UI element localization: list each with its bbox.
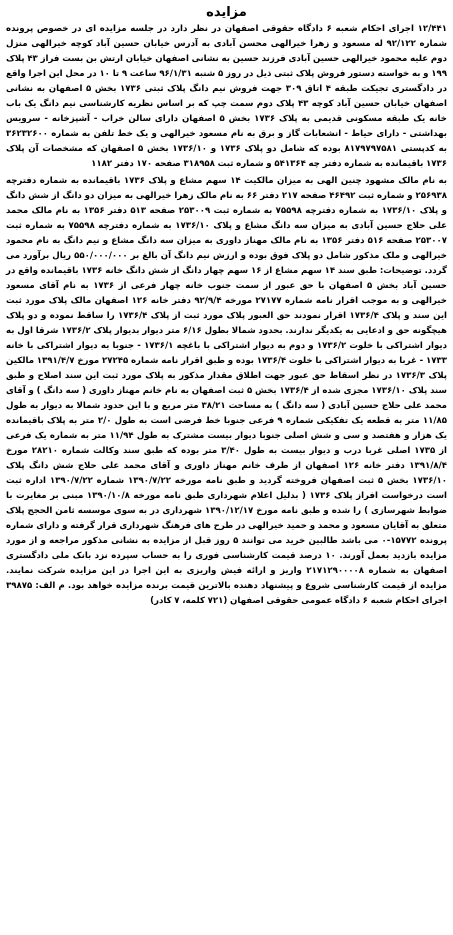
notice-title: مزایده [206,5,247,20]
notice-paragraph-1: ۱۲/۴۴۱ اجرای احکام شعبه ۶ دادگاه حقوقی اصفهان در نظر دارد در جلسه مزایده ای در خصوص پرونده شماره ۹۲/۱۲۲ له مسعود و زهرا خیرالهی محسن آبادی به آدرس خیابان حسین آباد کوچه خیرالهی منزل دوم علیه محمود خیرالهی حسین آبادی فرزند حسین به نشانی اصفهان خیابان ارتش بن بست فراز ۴۳ پلاک ۱۹۹ و به خواسته دستور فروش پلاک ثبتی ذیل در روز ۵ شنبه ۹۶/۱/۳۱ ساعت ۹ تا ۱۰ در محل این اجرا واقع در دادگستری تجیکت طبقه ۴ اتاق ۳۰۹ جهت فروش نیم دانگ پلاک ثبتی ۱۷۳۶ بخش ۵ اصفهان به نشانی اصفهان خیابان حسین آباد کوچه ۴۳ پلاک دوم سمت چپ که بر اساس نظریه کارشناسی نیم دانگ یک باب خانه یک طبقه مسکونی قدیمی به پلاک ۱۷۳۶ بخش ۵ اصفهان دارای سالن خراب - آشپزخانه - سرویس بهداشتی - دارای حیاط - انشعابات گاز و برق به نام مسعود خیرالهی و یک خط تلفن به شماره ۳۶۲۳۲۶۰۰ به کدپستی ۸۱۷۹۷۹۷۵۸۱ بوده که شامل دو پلاک ۱۷۳۶ و ۱۷۳۶/۱۰ بخش ۵ اصفهان که مشخصات آن پلاک ۱۷۳۶ باقیمانده به شماره دفتر چه ۵۴۱۳۶۴ و شماره ثبت ۳۱۸۹۵۸ صفحه ۱۷۰ دفتر ۱۱۸۲ [6,24,448,169]
notice-paragraph-2: به نام مالک مشهود چنین الهی به میزان مالکیت ۱۴ سهم مشاع و پلاک ۱۷۳۶ باقیمانده به شماره دفترچه ۲۵۶۹۳۸ و شماره ثبت ۴۶۴۹۲ صفحه ۲۱۷ دفتر ۶۶ به نام مالک زهرا خیرالهی به میزان دو دانگ از شش دانگ و پلاک ۱۷۳۶/۱۰ به شماره دفترچه ۷۵۵۹۸ به شماره ثبت ۲۵۳۰۰۹ صفحه ۵۱۳ دفتر ۱۳۵۶ به نام مالک محمد علی حلاج حسین آبادی به میزان سه دانگ مشاع و پلاک ۱۷۳۶/۱۰ به شماره دفترچه ۷۵۵۹۸ به شماره ثبت ۲۵۳۰۰۷ صفحه ۵۱۶ دفتر ۱۳۵۶ به نام مالک مهناز داوری به میزان سه دانگ مشاع و نیم دانگ به نام محمود خیرالهی و ملک مذکور شامل دو پلاک فوق بوده و ارزش نیم دانگ آن بالغ بر ۵۵۰/۰۰۰/۰۰۰ ریال برآورد می گردد. توضیحات: طبق سند ۱۴ سهم مشاع از ۱۶ سهم چهار دانگ از شش دانگ خانه ۱۷۳۶ باقیمانده واقع در حسین آباد بخش ۵ اصفهان با حق عبور از سمت جنوب خانه چهار فرعی از ۱۷۳۶ به نام آقای مسعود خیرالهی و به موجب اقرار نامه شماره ۲۷۱۷۷ مورخه ۹۲/۹/۴ دفتر خانه ۱۲۶ اصفهان مالک پلاک مورد ثبت این سند و پلاک ۱۷۳۶/۴ اقرار نمودند حق العبور پلاک مورد ثبت از پلاک ۱۷۳۶/۴ را ساقط نموده و دو پلاک هیچگونه حق و ادعایی به یکدیگر ندارند. بحدود شمالا بطول ۶/۱۶ متر دیوار بدیوار پلاک ۱۷۳۶/۲ شرقا اول به دیوار اشتراکی با خلوت ۱۷۳۶/۲ و دوم به دیوار اشتراکی با باغچه ۱۷۳۶/۱ - جنوبا به دیوار اشتراکی با خانه ۱۷۳۳ - غربا به دیوار اشتراکی با خلوت ۱۷۳۶/۴ بوده و طبق اقرار نامه شماره ۲۷۲۴۵ مورخ ۱۳۹۱/۴/۷ مالکین پلاک ۱۷۳۶/۳ در نظر اسقاط حق عبور جهت اطلاق مقدار مذکور به پلاک مورد ثبت این سند اصلاح و طبق سند پلاک ۱۷۳۶/۱۰ مجزی شده از ۱۷۳۶/۴ بخش ۵ ثبت اصفهان به نام خانم مهناز داوری ( سه دانگ ) و آقای محمد علی حلاج حسین آبادی ( سه دانگ ) به مساحت ۳۸/۲۱ متر مربع و با این حدود شمالا به دیوار به طول ۱۱/۸۵ متر به قطعه یک تفکیکی شماره ۹ فرعی جنوبا خط فرضی است به طول ۲/۰ متر به پلاک باقیمانده یک هزار و هفتصد و سی و شش اصلی جنوبا دیوار بیست مشترک به طول ۱۱/۹۴ متر به شماره یک فرعی از ۱۷۳۵ اصلی غربا درب و دیوار بیست به طول ۳/۴۰ متر بوده که طبق سند وکالت شماره ۲۸۲۱۰ مورخ ۱۳۹۱/۸/۴ دفتر خانه ۱۲۶ اصفهان از طرف خانم مهناز داوری و آقای محمد علی حلاج شش دانگ پلاک ۱۷۳۶/۱۰ بخش ۵ ثبت اصفهان فروخته گردید و طبق نامه مورخه ۱۳۹۰/۷/۲۲ شماره ۱۳۹۰/۷/۲۲ اداره ثبت است درخواست افراز پلاک ۱۷۳۶ ( بدلیل اعلام شهرداری طبق نامه مورخه ۱۳۹۰/۱۰/۸ مبنی بر مغایرت با ضوابط شهرسازی ) را شده و طبق نامه مورخ ۱۳۹۰/۱۲/۱۷ شهرداری در به سوی موسسه ثامن الحجج پلاک متعلق به آقایان مسعود و محمد و حمید خیرالهی در طرح های فرهنگ شهرداری قرار گرفته و دارای شماره پرونده ۱۵۷۷۲-۰ می باشد طالبین خرید می توانند ۵ روز قبل از مزایده به نشانی مذکور مراجعه و از مورد مزایده بازدید بعمل آورند. ۱۰ درصد قیمت کارشناسی فوری را به حساب سپرده نزد بانک ملی دادگستری اصفهان به شماره ۲۱۷۱۲۹۰۰۰۰۸ واریز و ارائه فیش واریزی به این اجرا در این مزایده شرکت نمایند. مزایده از قیمت کارشناسی شروع و پیشنهاد دهنده بالاترین قیمت برنده مزایده خواهد بود. م الف: ۳۹۸۷۵ اجرای احکام شعبه ۶ دادگاه عمومی حقوقی اصفهان (۷۲۱ کلمه، ۷ کادر) [6,176,448,606]
